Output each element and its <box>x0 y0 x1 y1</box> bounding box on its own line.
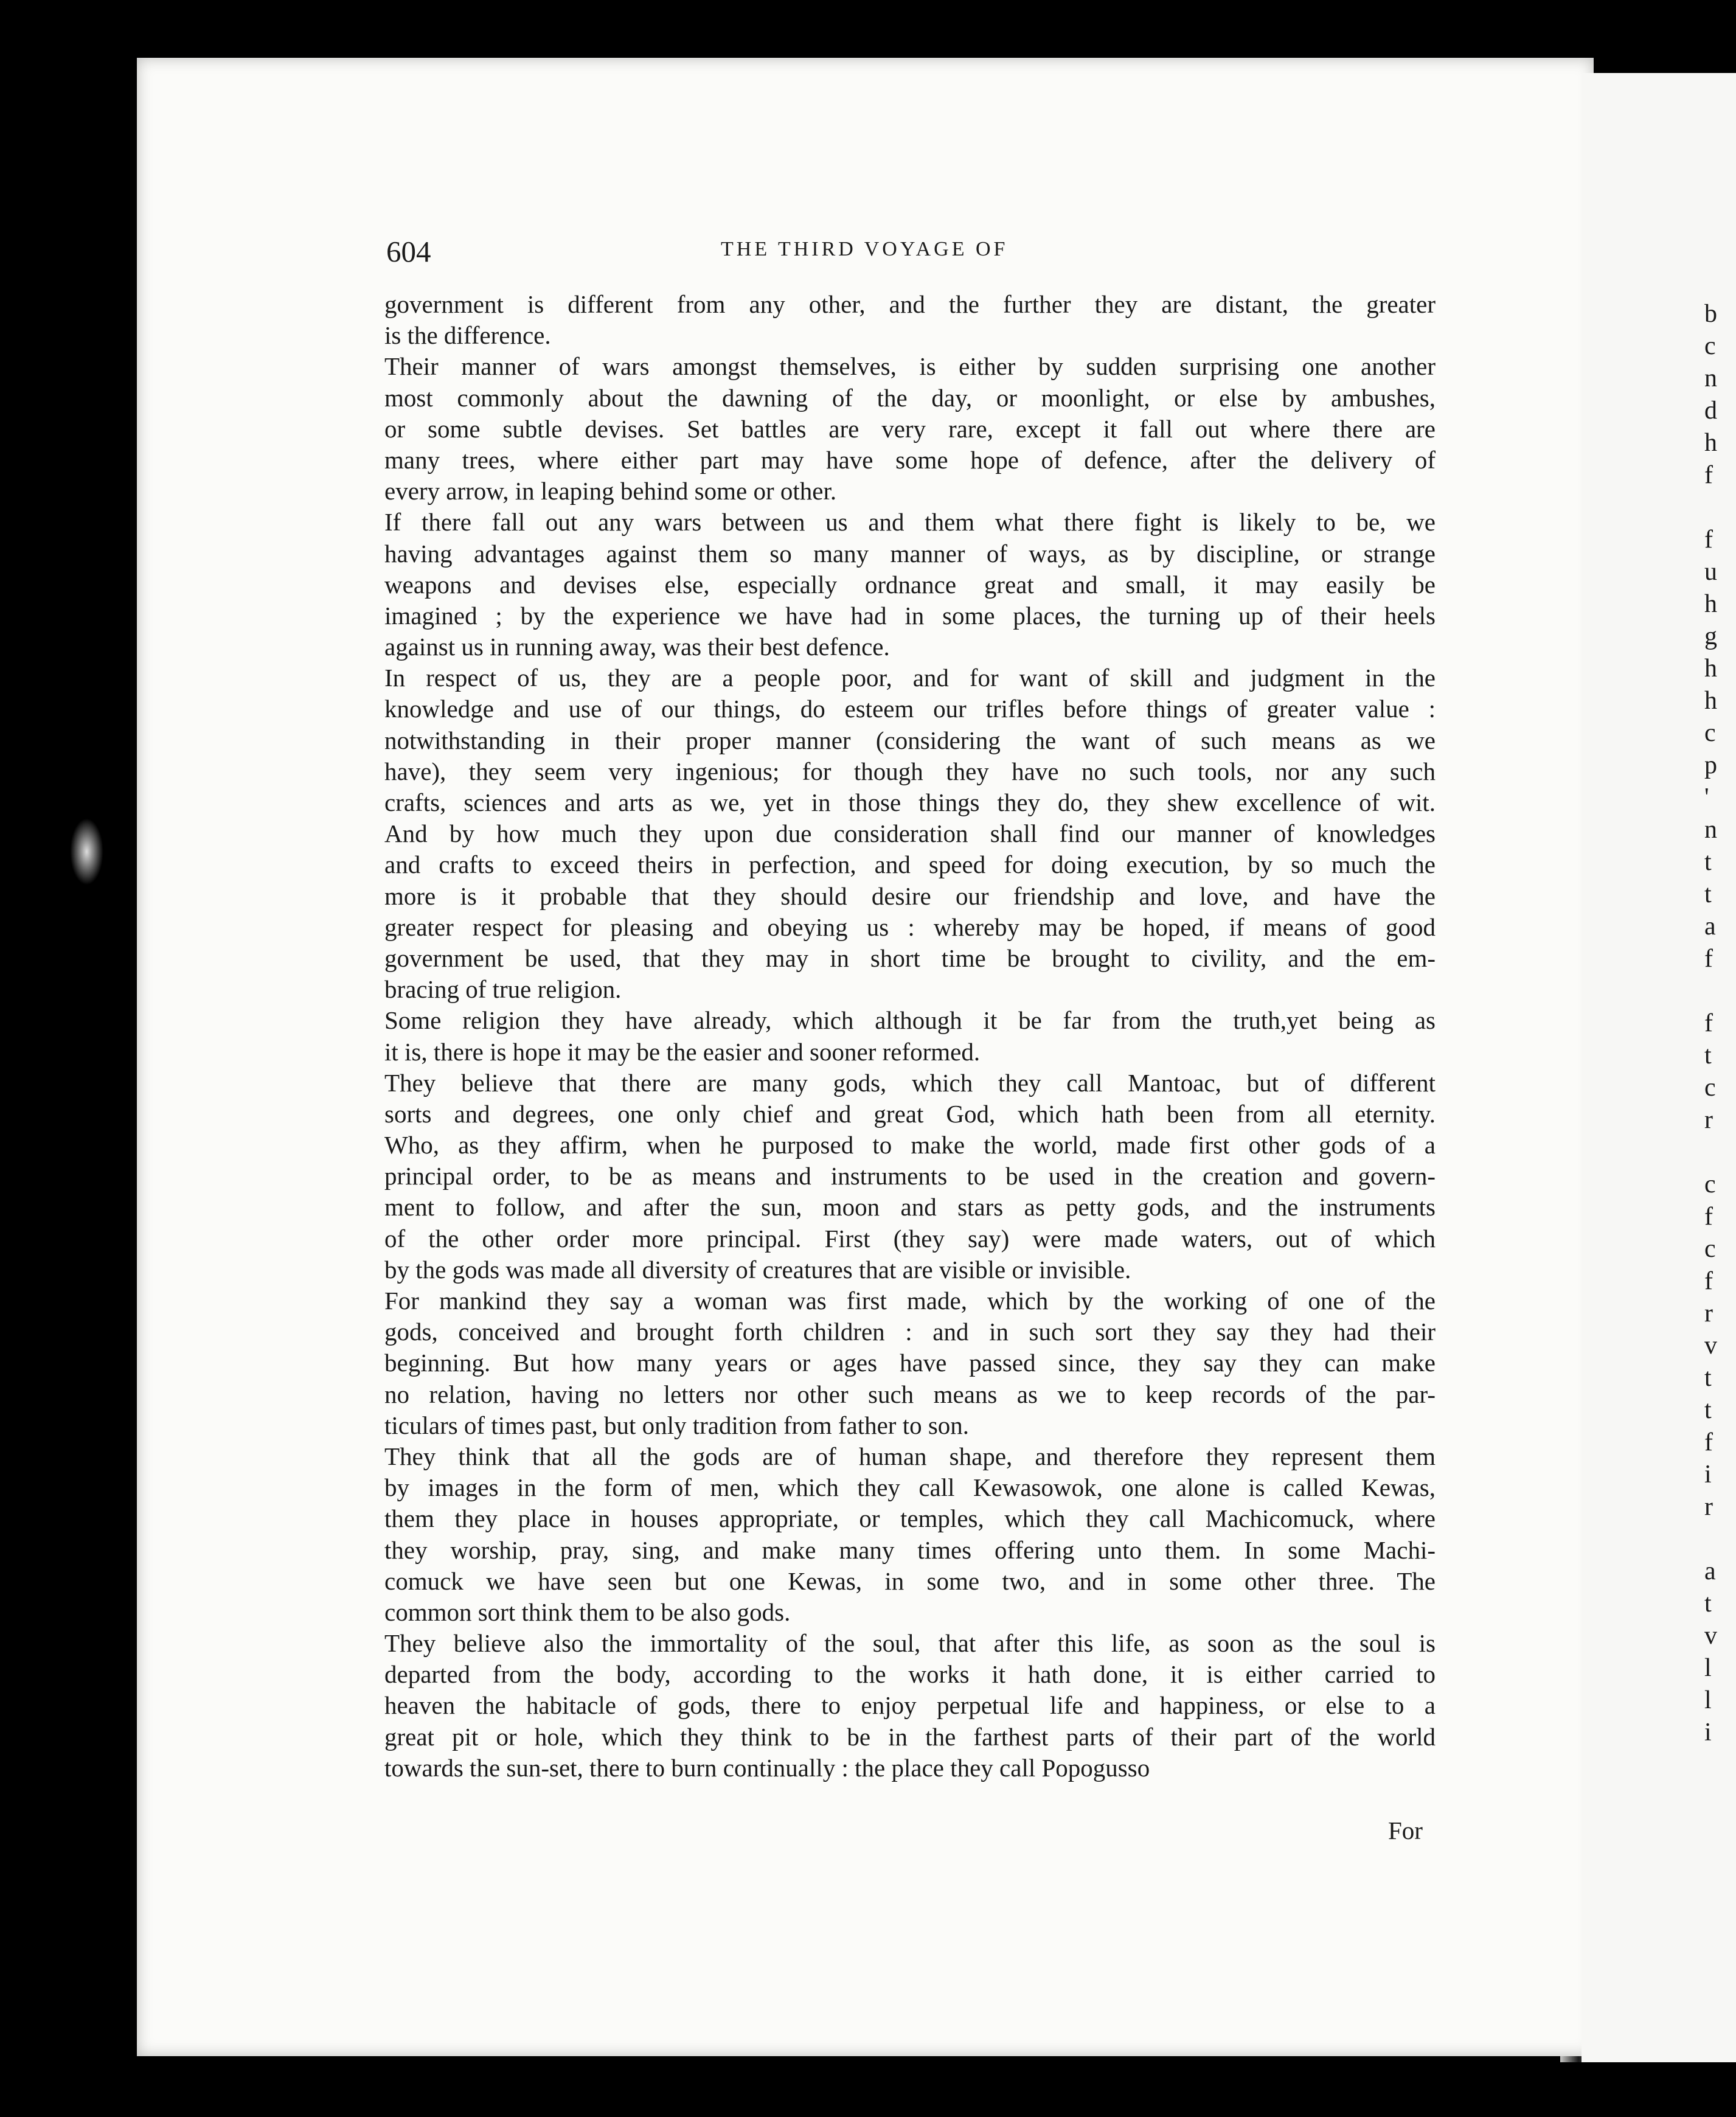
text-line: They believe also the immortality of the soul, that after this life, as soon as the soul is <box>384 1629 1436 1658</box>
facing-page-letter: f <box>1704 1203 1713 1231</box>
facing-page-letter: v <box>1704 1332 1717 1360</box>
text-line: crafts, sciences and arts as we, yet in those things they do, they shew excellence of wit. <box>384 788 1436 816</box>
text-line: And by how much they upon due consideration shall find our manner of knowledges <box>384 819 1436 848</box>
catchword: For <box>1388 1816 1423 1844</box>
facing-page-letter: ' <box>1704 784 1709 812</box>
text-line: government be used, that they may in short time be brought to civility, and the em- <box>384 944 1436 972</box>
text-line: of the other order more principal. First (they say) were made waters, out of which <box>384 1224 1436 1253</box>
facing-page-letter <box>1704 1136 1736 1169</box>
facing-page-letter: t <box>1704 848 1712 876</box>
text-line: If there fall out any wars between us and them what there fight is likely to be, we <box>384 508 1436 537</box>
facing-page-letter: c <box>1704 332 1716 360</box>
facing-page-letter: l <box>1704 1686 1712 1714</box>
text-line: they worship, pray, sing, and make many times offering unto them. In some Machi- <box>384 1535 1436 1564</box>
facing-page-letter: v <box>1704 1622 1717 1650</box>
facing-page-letter: l <box>1704 1654 1712 1682</box>
facing-page-letter: f <box>1704 945 1713 973</box>
text-line: many trees, where either part may have some hope of defence, after the delivery of <box>384 445 1436 474</box>
facing-page-letter: g <box>1704 622 1717 650</box>
text-line: Who, as they affirm, when he purposed to make the world, made first other gods of a <box>384 1131 1436 1159</box>
text-line: and crafts to exceed theirs in perfection, and speed for doing execution, by so much the <box>384 850 1436 879</box>
facing-page-letter: i <box>1704 1461 1712 1489</box>
text-line: ticulars of times past, but only tradition from father to son. <box>384 1411 970 1439</box>
text-line: no relation, having no letters nor other such means as we to keep records of the par- <box>384 1380 1436 1408</box>
facing-page-letter: h <box>1704 655 1717 683</box>
text-line: or some subtle devises. Set battles are very rare, except it fall out where there are <box>384 414 1436 443</box>
text-line: knowledge and use of our things, do esteem our trifles before things of greater value : <box>384 695 1436 723</box>
text-line: notwithstanding in their proper manner (considering the want of such means as we <box>384 726 1436 754</box>
facing-page-letter: f <box>1704 526 1713 554</box>
facing-page-letter: r <box>1704 1299 1713 1327</box>
text-line: weapons and devises else, especially ordnance great and small, it may easily be <box>384 570 1436 599</box>
text-line: They think that all the gods are of human shape, and therefore they represent them <box>384 1442 1436 1470</box>
facing-page-letter: f <box>1704 1009 1713 1037</box>
facing-page-letter: n <box>1704 364 1717 392</box>
facing-page-letter: d <box>1704 397 1717 425</box>
facing-page-letter: t <box>1704 1590 1712 1618</box>
scan-smudge <box>70 818 103 885</box>
text-line: every arrow, in leaping behind some or other. <box>384 477 837 506</box>
page-header <box>386 234 1436 271</box>
facing-page-letter: f <box>1704 1428 1713 1456</box>
page-number: 604 <box>386 235 431 268</box>
facing-page-letter: b <box>1704 300 1717 328</box>
facing-page-letter: n <box>1704 816 1717 844</box>
facing-page-letter: t <box>1704 880 1712 908</box>
text-line: them they place in houses appropriate, or temples, which they call Machicomuck, where <box>384 1504 1436 1533</box>
facing-page-letter: h <box>1704 429 1717 457</box>
facing-page-letter: h <box>1704 687 1717 715</box>
running-head: THE THIRD VOYAGE OF <box>721 238 1009 260</box>
facing-page-letter: r <box>1704 1493 1713 1521</box>
facing-page-letter <box>1704 1523 1736 1556</box>
text-line: principal order, to be as means and instruments to be used in the creation and govern- <box>384 1162 1436 1191</box>
facing-page-letter: a <box>1704 912 1716 940</box>
text-line: They believe that there are many gods, which they call Mantoac, but of different <box>384 1068 1436 1097</box>
text-line: having advantages against them so many manner of ways, as by discipline, or strange <box>384 539 1436 568</box>
body-text <box>384 289 1436 1784</box>
text-line: beginning. But how many years or ages have passed since, they say they can make <box>384 1349 1436 1377</box>
text-line: bracing of true religion. <box>384 975 622 1004</box>
facing-page-letter: i <box>1704 1719 1712 1747</box>
text-line: most commonly about the dawning of the day, or moonlight, or else by ambushes, <box>384 383 1436 412</box>
facing-page-text <box>1704 298 1736 1749</box>
text-line: against us in running away, was their best defence. <box>384 633 890 661</box>
text-line: Their manner of wars amongst themselves, is either by sudden surprising one another <box>384 352 1436 381</box>
facing-page-letter: p <box>1704 751 1717 779</box>
text-line: have), they seem very ingenious; for though they have no such tools, nor any such <box>384 757 1436 785</box>
text-line: heaven the habitacle of gods, there to enjoy perpetual life and happiness, or else to a <box>384 1691 1436 1720</box>
facing-page-letter: c <box>1704 719 1716 747</box>
facing-page-letter: f <box>1704 1267 1713 1295</box>
text-line: government is different from any other, and the further they are distant, the greater <box>384 290 1436 318</box>
text-line: by the gods was made all diversity of creatures that are visible or invisible. <box>384 1255 1131 1284</box>
text-line: Some religion they have already, which although it be far from the truth,yet being as <box>384 1006 1436 1035</box>
text-line: In respect of us, they are a people poor, and for want of skill and judgment in the <box>384 664 1436 692</box>
text-line: towards the sun-set, there to burn continually : the place they call Popogusso <box>384 1753 1150 1782</box>
text-line: more is it probable that they should desire our friendship and love, and have the <box>384 881 1436 910</box>
text-line: imagined ; by the experience we have had in some places, the turning up of their heels <box>384 601 1436 630</box>
facing-page-letter: c <box>1704 1074 1716 1102</box>
facing-page-letter: t <box>1704 1364 1712 1392</box>
facing-page-letter: a <box>1704 1557 1716 1585</box>
facing-page-letter <box>1704 975 1736 1007</box>
text-line: it is, there is hope it may be the easier and sooner reformed. <box>384 1037 981 1066</box>
text-line: ment to follow, and after the sun, moon and stars as petty gods, and the instruments <box>384 1193 1436 1222</box>
facing-page-letter: f <box>1704 461 1713 489</box>
text-line: comuck we have seen but one Kewas, in some two, and in some other three. The <box>384 1566 1436 1595</box>
facing-page-letter: c <box>1704 1235 1716 1263</box>
facing-page-letter: r <box>1704 1106 1713 1134</box>
text-line: greater respect for pleasing and obeying us : whereby may be hoped, if means of good <box>384 912 1436 941</box>
facing-page-letter: u <box>1704 558 1717 586</box>
text-line: For mankind they say a woman was first made, which by the working of one of the <box>384 1287 1436 1315</box>
text-line: is the difference. <box>384 321 551 350</box>
text-line: gods, conceived and brought forth children : and in such sort they say they had their <box>384 1318 1436 1346</box>
facing-page-letter: t <box>1704 1041 1712 1069</box>
text-line: great pit or hole, which they think to be in the farthest parts of their part of the world <box>384 1722 1436 1751</box>
text-line: common sort think them to be also gods. <box>384 1597 791 1626</box>
facing-page-letter: t <box>1704 1396 1712 1424</box>
text-line: sorts and degrees, one only chief and great God, which hath been from all eternity. <box>384 1099 1436 1128</box>
text-line: departed from the body, according to the works it hath done, it is either carried to <box>384 1660 1436 1689</box>
facing-page-letter: h <box>1704 590 1717 618</box>
text-line: by images in the form of men, which they call Kewasowok, one alone is called Kewas, <box>384 1473 1436 1502</box>
facing-page-letter <box>1704 492 1736 524</box>
facing-page-letter: c <box>1704 1170 1716 1198</box>
